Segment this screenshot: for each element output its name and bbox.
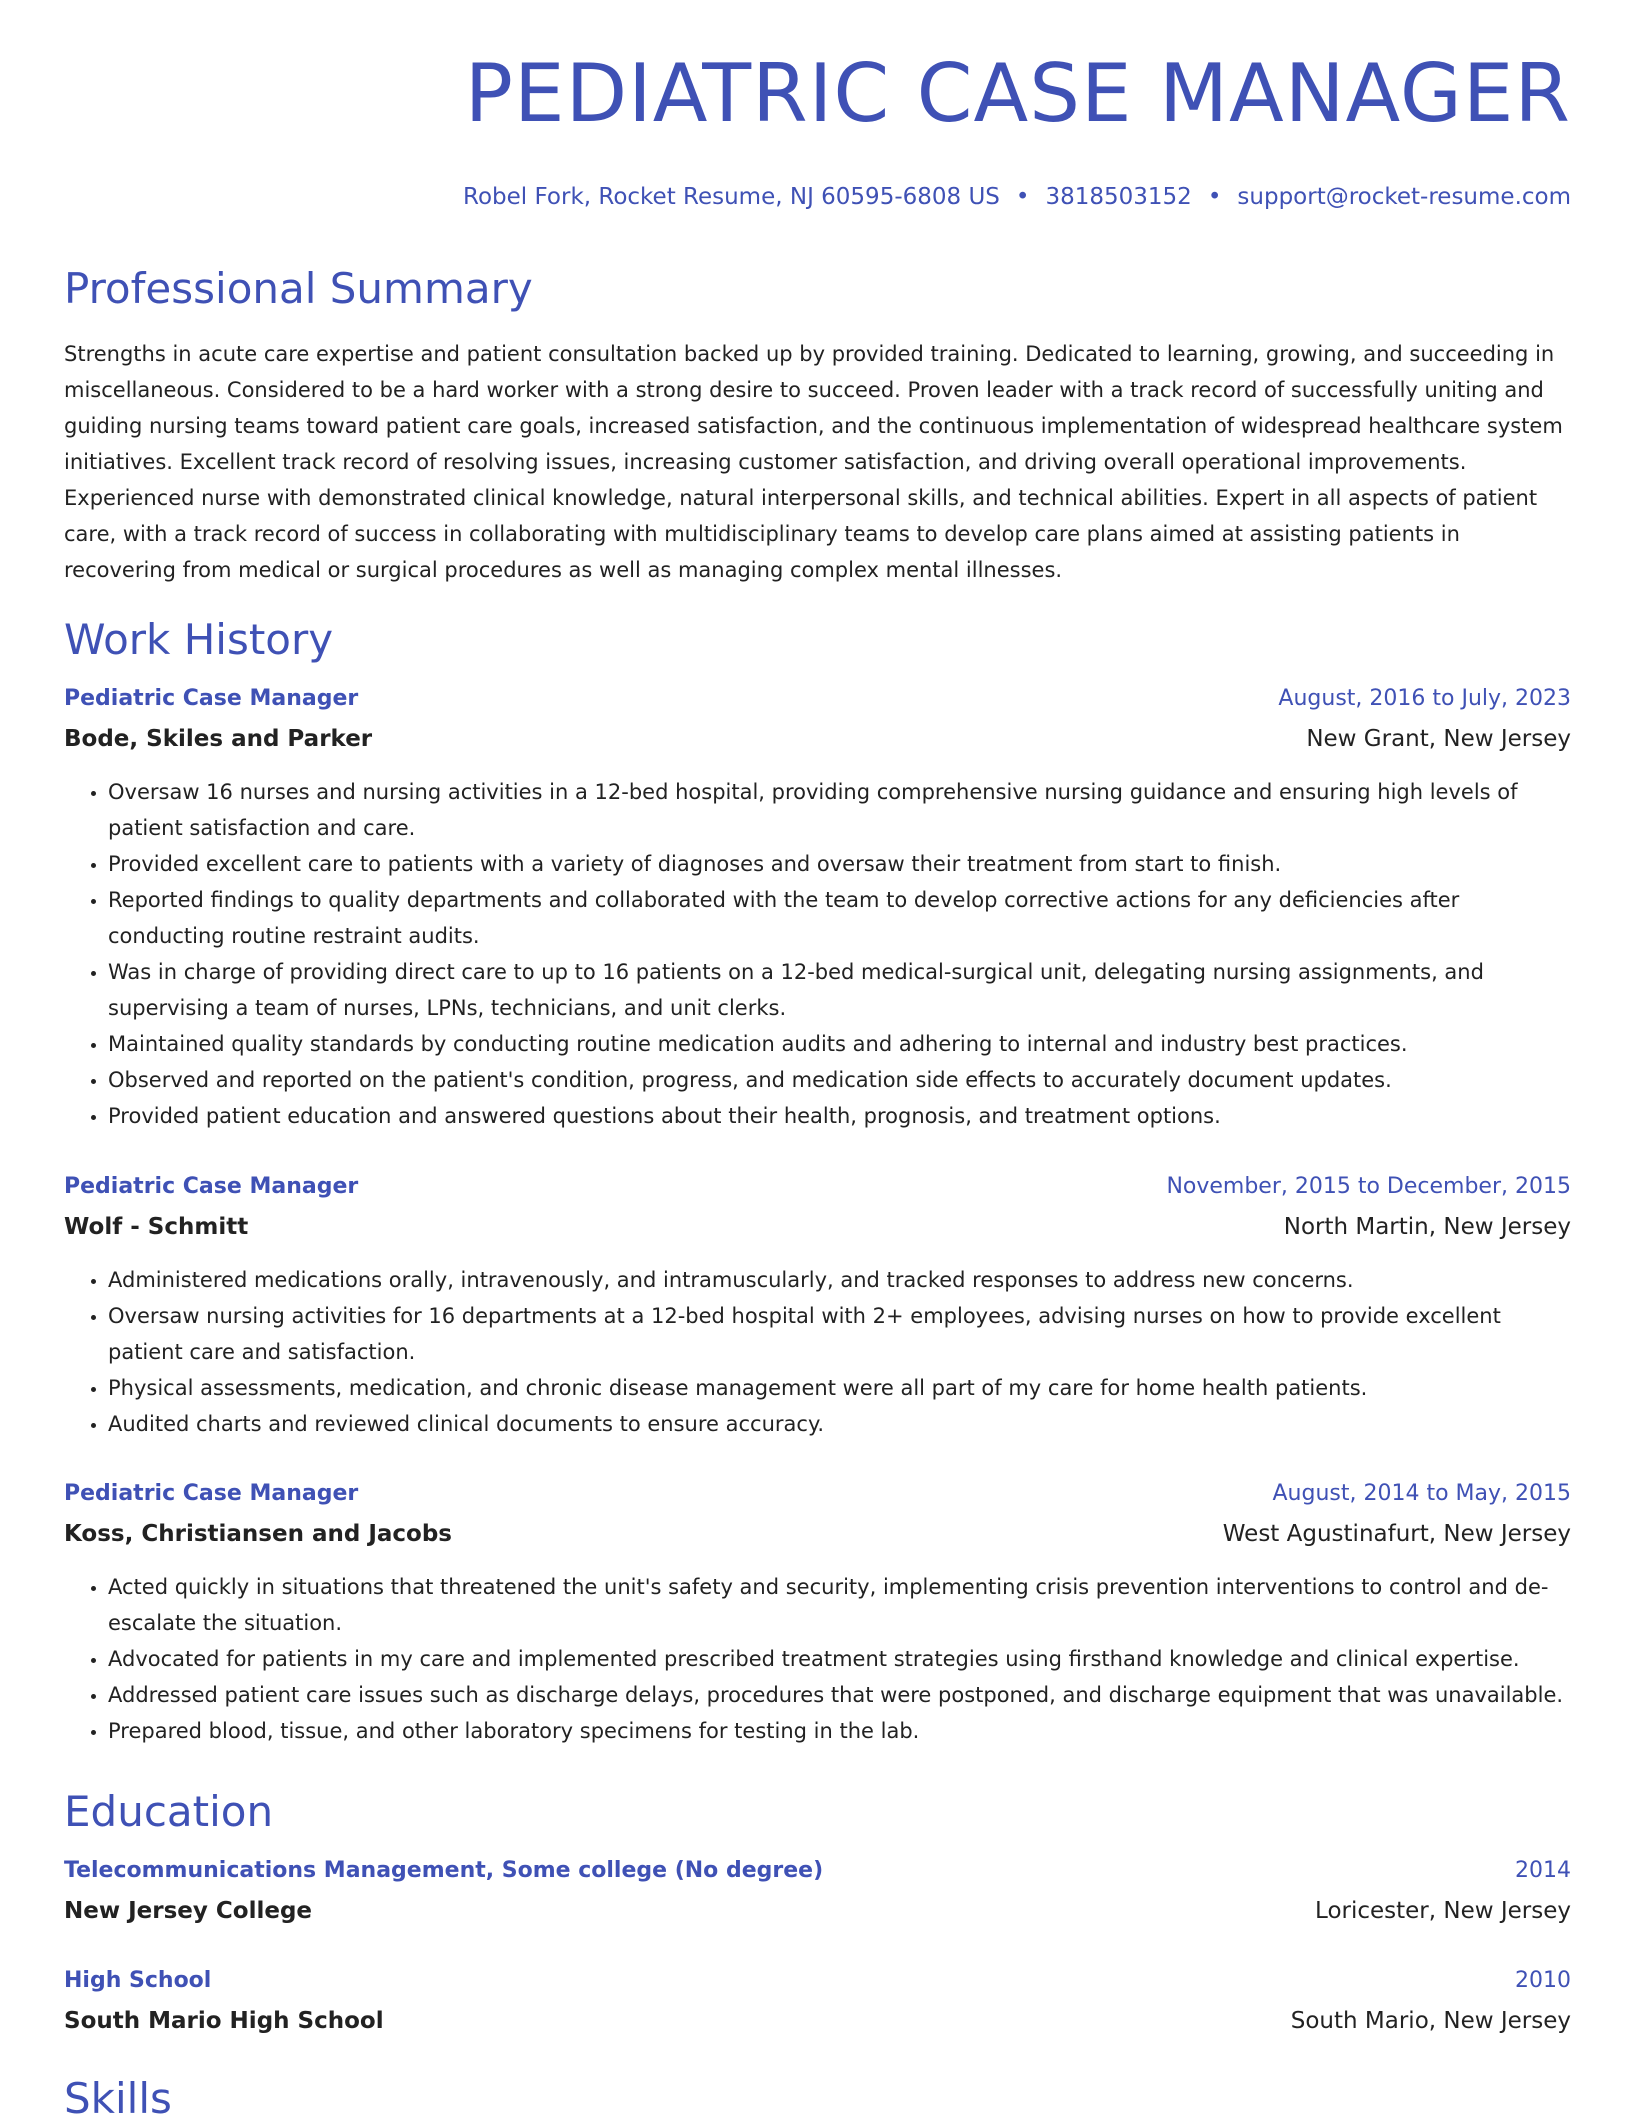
section-title-skills: Skills bbox=[64, 2074, 172, 2123]
job-position: Pediatric Case Manager bbox=[64, 686, 359, 711]
job-location: North Martin, New Jersey bbox=[1283, 1214, 1571, 1240]
section-title-summary: Professional Summary bbox=[64, 264, 533, 313]
job-dates: November, 2015 to December, 2015 bbox=[1166, 1174, 1571, 1199]
job-bullets bbox=[64, 1262, 1571, 1442]
contact-address: Robel Fork, Rocket Resume, NJ 60595-6808 US bbox=[463, 184, 1000, 210]
job-bullet: • Oversaw 16 nurses and nursing activities in a 12-bed hospital, providing comprehensive nursing guidance and ensuring high levels of patient satisfaction and care. bbox=[108, 774, 1571, 846]
job-bullet: • Provided patient education and answered questions about their health, prognosis, and treatment options. bbox=[108, 1098, 1571, 1134]
job-position: Pediatric Case Manager bbox=[64, 1481, 359, 1506]
job-dates: August, 2014 to May, 2015 bbox=[1272, 1481, 1571, 1506]
job-location: New Grant, New Jersey bbox=[1306, 726, 1571, 752]
job-bullet: • Oversaw nursing activities for 16 departments at a 12-bed hospital with 2+ employees, advising nurses on how to provide excellent patient care and satisfaction. bbox=[108, 1298, 1571, 1370]
education-degree: Telecommunications Management, Some college (No degree) bbox=[64, 1858, 824, 1883]
job-company: Wolf - Schmitt bbox=[64, 1214, 249, 1240]
contact-line bbox=[463, 184, 1571, 210]
job-company: Bode, Skiles and Parker bbox=[64, 726, 373, 752]
contact-email[interactable]: support@rocket-resume.com bbox=[1237, 184, 1571, 210]
resume-title: PEDIATRIC CASE MANAGER bbox=[464, 47, 1571, 140]
job-bullet: • Provided excellent care to patients with a variety of diagnoses and oversaw their treatment from start to finish. bbox=[108, 846, 1571, 882]
job-bullet: • Was in charge of providing direct care to up to 16 patients on a 12-bed medical-surgical unit, delegating nursing assignments, and supervising a team of nurses, LPNs, technicians, and unit clerks. bbox=[108, 954, 1571, 1026]
education-school: South Mario High School bbox=[64, 2008, 384, 2034]
education-degree: High School bbox=[64, 1968, 212, 1993]
job-bullets bbox=[64, 1569, 1571, 1749]
job-bullet: • Reported findings to quality departments and collaborated with the team to develop corrective actions for any deficiencies after conducting routine restraint audits. bbox=[108, 882, 1571, 954]
job-entry bbox=[64, 686, 1571, 1134]
education-year: 2010 bbox=[1515, 1968, 1571, 1993]
job-bullet: • Acted quickly in situations that threatened the unit's safety and security, implementing crisis prevention interventions to control and de-escalate the situation. bbox=[108, 1569, 1571, 1641]
contact-separator: • bbox=[1015, 184, 1030, 210]
education-year: 2014 bbox=[1515, 1858, 1571, 1883]
contact-phone: 3818503152 bbox=[1045, 184, 1192, 210]
job-location: West Agustinafurt, New Jersey bbox=[1222, 1521, 1571, 1547]
education-entry bbox=[64, 1858, 1571, 1938]
job-entry bbox=[64, 1174, 1571, 1442]
section-title-education: Education bbox=[64, 1787, 274, 1836]
job-entry bbox=[64, 1481, 1571, 1749]
job-bullet: • Audited charts and reviewed clinical documents to ensure accuracy. bbox=[108, 1406, 1571, 1442]
contact-separator: • bbox=[1207, 184, 1222, 210]
education-entry bbox=[64, 1968, 1571, 2048]
job-bullet: • Administered medications orally, intravenously, and intramuscularly, and tracked responses to address new concerns. bbox=[108, 1262, 1571, 1298]
job-bullet: • Advocated for patients in my care and implemented prescribed treatment strategies using firsthand knowledge and clinical expertise. bbox=[108, 1641, 1571, 1677]
job-bullets bbox=[64, 774, 1571, 1134]
job-bullet: • Maintained quality standards by conducting routine medication audits and adhering to internal and industry best practices. bbox=[108, 1026, 1571, 1062]
education-school: New Jersey College bbox=[64, 1898, 313, 1924]
education-location: South Mario, New Jersey bbox=[1290, 2008, 1571, 2034]
job-bullet: • Observed and reported on the patient's condition, progress, and medication side effects to accurately document updates. bbox=[108, 1062, 1571, 1098]
job-position: Pediatric Case Manager bbox=[64, 1174, 359, 1199]
job-bullet: • Physical assessments, medication, and chronic disease management were all part of my care for home health patients. bbox=[108, 1370, 1571, 1406]
job-bullet: • Prepared blood, tissue, and other laboratory specimens for testing in the lab. bbox=[108, 1713, 1571, 1749]
job-company: Koss, Christiansen and Jacobs bbox=[64, 1521, 452, 1547]
job-bullet: • Addressed patient care issues such as discharge delays, procedures that were postponed, and discharge equipment that was unavailable. bbox=[108, 1677, 1571, 1713]
section-title-work-history: Work History bbox=[64, 615, 334, 664]
education-location: Loricester, New Jersey bbox=[1315, 1898, 1571, 1924]
summary-text: Strengths in acute care expertise and patient consultation backed up by provided training. Dedicated to learning, growing, and succeeding in miscellaneous. Considered to be a hard worker with a strong desire to succeed. Proven leader with a track record of successfully uniting and guiding nursing teams toward patient care goals, increased satisfaction, and the continuous implementation of widespread healthcare system initiatives. Excellent track record of resolving issues, increasing customer satisfaction, and driving overall operational improvements. Experienced nurse with demonstrated clinical knowledge, natural interpersonal skills, and technical abilities. Expert in all aspects of patient care, with a track record of success in collaborating with multidisciplinary teams to develop care plans aimed at assisting patients in recovering from medical or surgical procedures as well as managing complex mental illnesses. bbox=[64, 342, 1563, 582]
job-dates: August, 2016 to July, 2023 bbox=[1278, 686, 1571, 711]
